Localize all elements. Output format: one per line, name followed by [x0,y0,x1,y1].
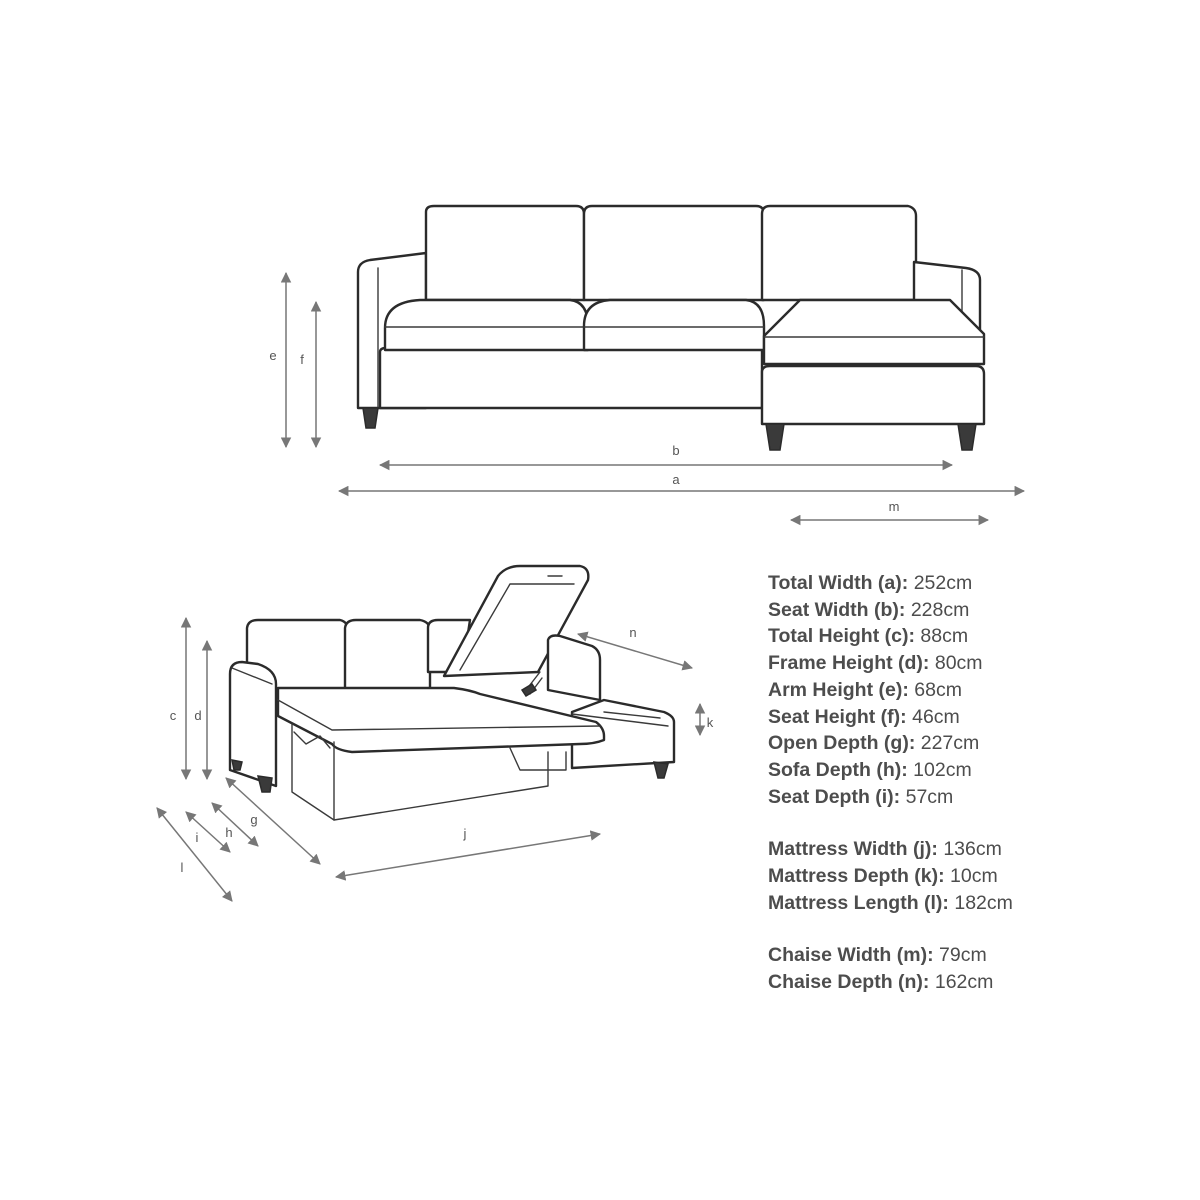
spec-value: 57cm [905,785,954,808]
open-chaise-leg [654,762,668,778]
open-back-leg [232,760,242,770]
dimension-f-label: f [300,352,304,367]
spec-label: Seat Width (b): [768,598,906,621]
general-dimensions-group [768,570,1188,810]
spec-label: Sofa Depth (h): [768,758,908,781]
dimension-i-label: i [195,830,199,845]
dimension-e-label: e [269,348,277,363]
sofa-base [380,348,762,408]
front-view-drawing [358,206,984,450]
spec-value: 136cm [943,838,1002,861]
spec-value: 162cm [934,971,994,994]
spec-label: Arm Height (e): [768,678,909,701]
dimension-h-label: h [225,825,233,840]
back-cushion-middle [584,206,764,300]
spec-total-width [768,570,1188,597]
spec-label: Total Height (c): [768,625,915,648]
spec-mattress-length [768,890,1188,917]
chaise-base [762,366,984,424]
chaise-cushion [764,300,984,364]
dimension-j-label: j [463,826,467,841]
spec-label: Seat Height (f): [768,705,907,728]
spec-label: Seat Depth (i): [768,785,901,808]
spec-mattress-width [768,836,1188,863]
dimension-a-label: a [672,472,680,487]
dimension-d-label: d [194,708,202,723]
dimension-g-line [226,778,320,864]
spec-value: 88cm [920,625,969,648]
dimension-g-label: g [250,812,258,827]
spec-chaise-width [768,942,1188,969]
spec-value: 80cm [934,652,983,675]
chaise-dimensions-group [768,942,1188,995]
chaise-right-leg [958,424,976,450]
dimension-l-label: l [180,860,184,875]
spec-value: 228cm [910,598,970,621]
dimension-j-line [336,834,600,877]
spec-value: 79cm [939,944,987,967]
spec-seat-width [768,597,1188,624]
spec-seat-height [768,704,1188,731]
dimension-b-label: b [672,443,680,458]
spec-value: 102cm [913,758,972,781]
spec-value: 182cm [954,891,1013,914]
open-bed-view-drawing [230,566,674,820]
seat-cushion-left [385,300,588,350]
spec-label: Frame Height (d): [768,652,930,675]
spec-arm-height [768,677,1188,704]
spec-label: Chaise Depth (n): [768,971,930,994]
spec-value: 46cm [912,705,960,728]
spec-value: 10cm [950,865,998,888]
dimension-m-label: m [888,499,900,514]
spec-total-height [768,623,1188,650]
spec-open-depth [768,730,1188,757]
spec-sofa-depth [768,757,1188,784]
back-cushion-right [762,206,916,300]
spec-chaise-depth [768,969,1188,996]
spec-label: Open Depth (g): [768,732,916,755]
spec-label: Chaise Width (m): [768,944,934,967]
dimension-specifications [768,570,1188,1022]
mattress [278,688,604,752]
spec-label: Total Width (a): [768,572,909,594]
back-cushion-left [426,206,584,300]
spec-seat-depth [768,784,1188,811]
mattress-dimensions-group [768,836,1188,916]
spec-mattress-depth [768,863,1188,890]
spec-value: 227cm [920,732,980,755]
spec-value: 252cm [913,572,973,594]
dimension-i-line [186,812,233,852]
dimension-n-label: n [629,625,637,640]
front-left-leg [363,408,378,428]
spec-frame-height [768,650,1188,677]
spec-label: Mattress Length (l): [768,891,949,914]
dimension-l-line [157,808,232,901]
open-back-cushion-middle [345,620,430,690]
open-chaise-arm [548,636,600,701]
chaise-left-leg [766,424,784,450]
spec-label: Mattress Width (j): [768,838,938,861]
spec-label: Mattress Depth (k): [768,865,945,888]
open-front-leg [258,776,272,792]
dimension-k-label: k [706,715,714,730]
seat-cushion-middle [584,300,764,350]
spec-value: 68cm [914,678,962,701]
dimension-c-label: c [169,708,177,723]
